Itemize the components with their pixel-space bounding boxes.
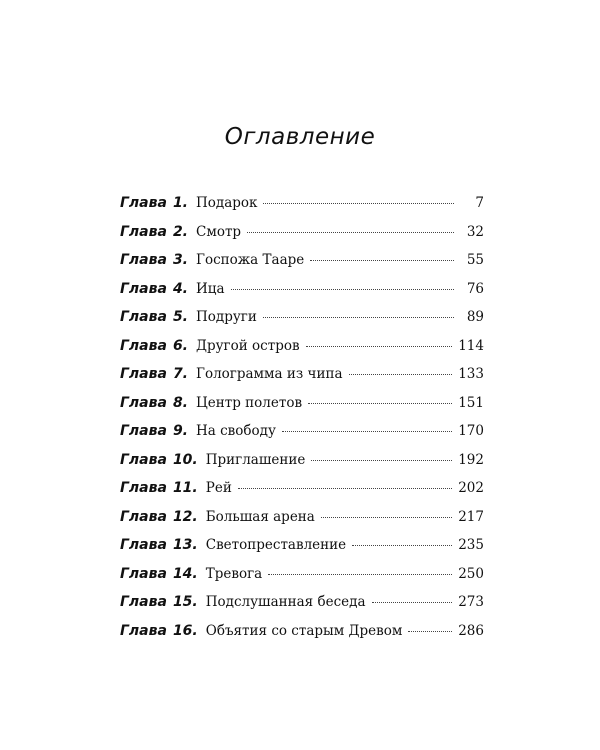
toc-entry (120, 366, 484, 395)
chapter-title: Госпожа Тааре (196, 252, 305, 268)
chapter-title: Другой остров (196, 337, 300, 354)
chapter-label: Глава (120, 594, 167, 610)
dot-leader (349, 374, 453, 375)
chapter-number: 12. (172, 508, 198, 525)
toc-entry (120, 452, 484, 481)
toc-entry (120, 537, 484, 566)
chapter-number: 6. (172, 337, 188, 354)
chapter-title: Ица (196, 280, 225, 297)
chapter-title: Большая арена (205, 508, 315, 525)
dot-leader (268, 574, 452, 575)
chapter-number: 15. (172, 594, 198, 610)
chapter-label: Глава (120, 394, 167, 411)
page-number: 89 (466, 309, 484, 325)
chapter-title: Подруги (196, 309, 257, 325)
chapter-title: Приглашение (205, 451, 306, 468)
chapter-title: Подарок (196, 195, 258, 211)
toc-entry (120, 509, 484, 538)
toc-entry (120, 395, 484, 424)
chapter-number: 5. (172, 309, 188, 325)
chapter-title: Светопреставление (205, 537, 347, 553)
dot-leader (231, 289, 454, 290)
toc-entry (120, 623, 484, 652)
toc-entry (120, 252, 484, 281)
page-number: 170 (458, 423, 484, 439)
toc-entry (120, 423, 484, 452)
dot-leader (372, 602, 453, 603)
chapter-number: 1. (172, 195, 188, 211)
toc-entry (120, 281, 484, 310)
page-number: 235 (458, 537, 484, 553)
page-number: 202 (458, 480, 484, 496)
chapter-label: Глава (120, 423, 167, 439)
chapter-title: Центр полетов (196, 394, 303, 411)
page-number: 286 (458, 622, 484, 639)
chapter-number: 4. (172, 280, 188, 297)
chapter-label: Глава (120, 565, 167, 582)
chapter-number: 16. (172, 622, 198, 639)
page-number: 114 (458, 337, 484, 354)
chapter-number: 2. (172, 223, 188, 240)
chapter-number: 14. (172, 565, 198, 582)
chapter-label: Глава (120, 508, 167, 525)
dot-leader (238, 488, 452, 489)
toc-entry (120, 338, 484, 367)
page-number: 217 (458, 508, 484, 525)
chapter-number: 3. (172, 252, 188, 268)
toc-entry (120, 566, 484, 595)
page-number: 192 (458, 451, 484, 468)
page-number: 76 (466, 280, 484, 297)
page-number: 32 (466, 223, 484, 240)
chapter-label: Глава (120, 252, 167, 268)
dot-leader (247, 232, 454, 233)
dot-leader (263, 317, 454, 318)
page-title: Оглавление (224, 124, 376, 150)
toc-entry (120, 224, 484, 253)
dot-leader (408, 631, 452, 632)
chapter-title: Голограмма из чипа (196, 366, 343, 382)
toc-entry (120, 480, 484, 509)
chapter-number: 10. (172, 451, 198, 468)
chapter-label: Глава (120, 537, 167, 553)
chapter-label: Глава (120, 451, 167, 468)
dot-leader (263, 203, 454, 204)
dot-leader (306, 346, 453, 347)
chapter-label: Глава (120, 337, 167, 354)
chapter-number: 13. (172, 537, 198, 553)
table-of-contents (120, 195, 484, 651)
toc-entry (120, 309, 484, 338)
chapter-label: Глава (120, 195, 167, 211)
page-number: 7 (475, 195, 484, 211)
chapter-label: Глава (120, 622, 167, 639)
dot-leader (352, 545, 452, 546)
page-number: 151 (458, 394, 484, 411)
chapter-label: Глава (120, 480, 167, 496)
dot-leader (311, 460, 452, 461)
page-number: 273 (458, 594, 484, 610)
chapter-number: 8. (172, 394, 188, 411)
dot-leader (321, 517, 452, 518)
chapter-label: Глава (120, 280, 167, 297)
chapter-title: На свободу (196, 423, 276, 439)
page-number: 55 (466, 252, 484, 268)
dot-leader (310, 260, 454, 261)
dot-leader (308, 403, 452, 404)
toc-entry (120, 594, 484, 623)
chapter-number: 11. (172, 480, 198, 496)
chapter-label: Глава (120, 366, 167, 382)
chapter-title: Объятия со старым Древом (205, 622, 403, 639)
chapter-title: Смотр (196, 223, 242, 240)
chapter-title: Рей (205, 480, 232, 496)
dot-leader (282, 431, 452, 432)
chapter-label: Глава (120, 309, 167, 325)
page-number: 133 (458, 366, 484, 382)
chapter-title: Подслушанная беседа (205, 594, 366, 610)
chapter-title: Тревога (205, 565, 263, 582)
chapter-number: 9. (172, 423, 188, 439)
chapter-number: 7. (172, 366, 188, 382)
chapter-label: Глава (120, 223, 167, 240)
toc-entry (120, 195, 484, 224)
page-number: 250 (458, 565, 484, 582)
